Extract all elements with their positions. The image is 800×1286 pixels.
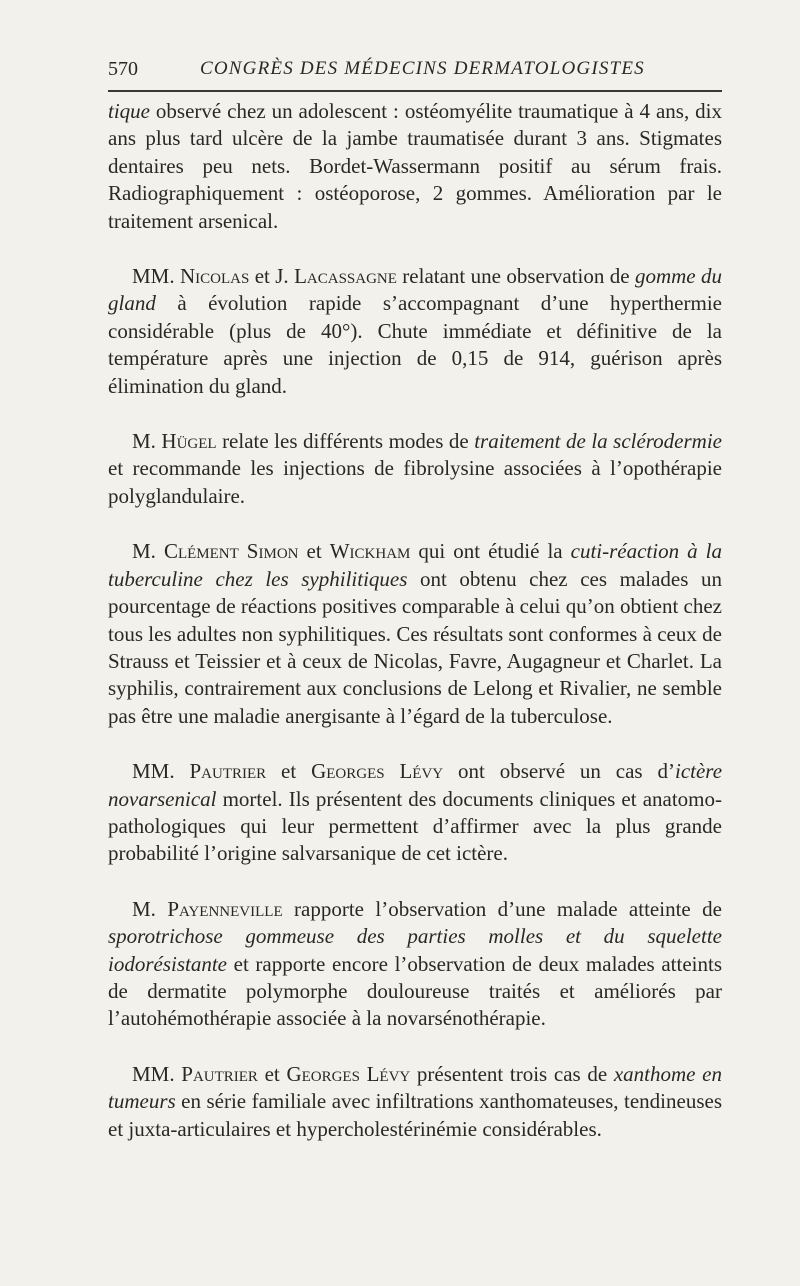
author-name: Nicolas <box>179 264 250 289</box>
text-run: ont observé un cas d’ <box>443 759 675 784</box>
author-name: Payenneville <box>167 896 283 921</box>
header-rule <box>108 90 722 92</box>
running-title: CONGRÈS DES MÉDECINS DERMATOLOGISTES <box>200 58 645 79</box>
paragraph-pautrier-levy-xanthome <box>108 1061 722 1143</box>
paragraph-pautrier-levy-ictere <box>108 758 722 868</box>
text-run: relatant une observation de <box>396 264 635 289</box>
page-header <box>108 58 722 88</box>
italic-term: sporotrichose gommeuse des parties molles et du squelette iodorésistante <box>108 924 722 976</box>
author-name: Georges Lévy <box>286 1061 411 1086</box>
body-text <box>108 98 722 1143</box>
paragraph-payenneville <box>108 896 722 1033</box>
text-run: et <box>257 1061 287 1086</box>
text-run: MM. <box>132 759 190 784</box>
text-run: mortel. Ils présentent des documents cliniques et anatomo-pathologiques qui leur permettent d’affirmer avec la plus grande probabilité l’origine salvarsanique de cet ictère. <box>108 786 722 866</box>
author-name: Wickham <box>329 539 411 564</box>
italic-term: gomme du gland <box>108 264 722 316</box>
text-run: et <box>266 759 312 784</box>
text-run: à évolution rapide s’accompagnant d’une hyperthermie considérable (plus de 40°). Chute immédiate et définitive de la température après une injection de 0,15 de 914, guérison après élimination du gland. <box>108 291 722 398</box>
text-run: relate les différents modes de <box>216 429 475 454</box>
text-run: présentent trois cas de <box>410 1061 614 1086</box>
author-name: Clément Simon <box>163 539 299 564</box>
italic-term: ictère novarsenical <box>108 759 723 811</box>
text-run: et J. <box>249 264 295 289</box>
text-run: et <box>298 539 330 564</box>
paragraph-nicolas-lacassagne <box>108 263 722 400</box>
paragraph-hugel <box>108 428 722 510</box>
italic-term: xanthome en tumeurs <box>108 1061 722 1114</box>
paragraph-clement-simon-wickham <box>108 538 722 730</box>
text-run: rapporte l’observation d’une malade atteinte de <box>282 896 722 921</box>
italic-term: cuti-réaction à la tuberculine chez les syphilitiques <box>108 539 722 591</box>
author-name: Lacassagne <box>294 264 397 289</box>
author-name: Georges Lévy <box>311 759 444 784</box>
author-name: Pautrier <box>189 759 267 784</box>
author-name: Hügel <box>161 429 217 454</box>
text-run: MM. <box>132 264 180 289</box>
italic-term: traitement de la sclérodermie <box>474 429 722 454</box>
italic-term: tique <box>108 99 150 123</box>
text-run: M. <box>132 429 162 454</box>
author-name: Pautrier <box>181 1061 258 1086</box>
page-number: 570 <box>108 58 138 80</box>
text-run: M. <box>132 896 168 921</box>
text-run: et rapporte encore l’observation de deux malades atteints de dermatite polymorphe douloureuse traités et améliorés par l’autohémothérapie associée à la novarsénothérapie. <box>108 951 722 1031</box>
text-run: qui ont étudié la <box>410 539 571 564</box>
text-run: en série familiale avec infiltrations xanthomateuses, tendineuses et juxta-articulaires et hypercholestérinémie considérables. <box>108 1089 722 1141</box>
text-run: et recommande les injections de fibrolysine associées à l’opothérapie polyglandulaire. <box>108 456 722 508</box>
text-run: M. <box>132 539 164 564</box>
text-run: observé chez un adolescent : ostéomyélite traumatique à 4 ans, dix ans plus tard ulcère de la jambe traumatisée durant 3 ans. Stigmates dentaires peu nets. Bordet-Wassermann positif au sérum frais. Radiographiquement : ostéoporose, 2 gommes. Amélioration par le traitement arsenical. <box>108 99 722 233</box>
paragraph-continuation <box>108 98 722 235</box>
text-run: MM. <box>132 1061 182 1086</box>
text-run: ont obtenu chez ces malades un pourcentage de réactions positives comparable à celui qu’on obtient chez tous les adultes non syphilitiques. Ces résultats sont conformes à ceux de Strauss et Teissier et à ceux de Nicolas, Favre, Augagneur et Charlet. La syphilis, contrairement aux conclusions de Lelong et Rivalier, ne semble pas être une maladie anergisante à l’égard de la tuberculose. <box>108 566 723 728</box>
